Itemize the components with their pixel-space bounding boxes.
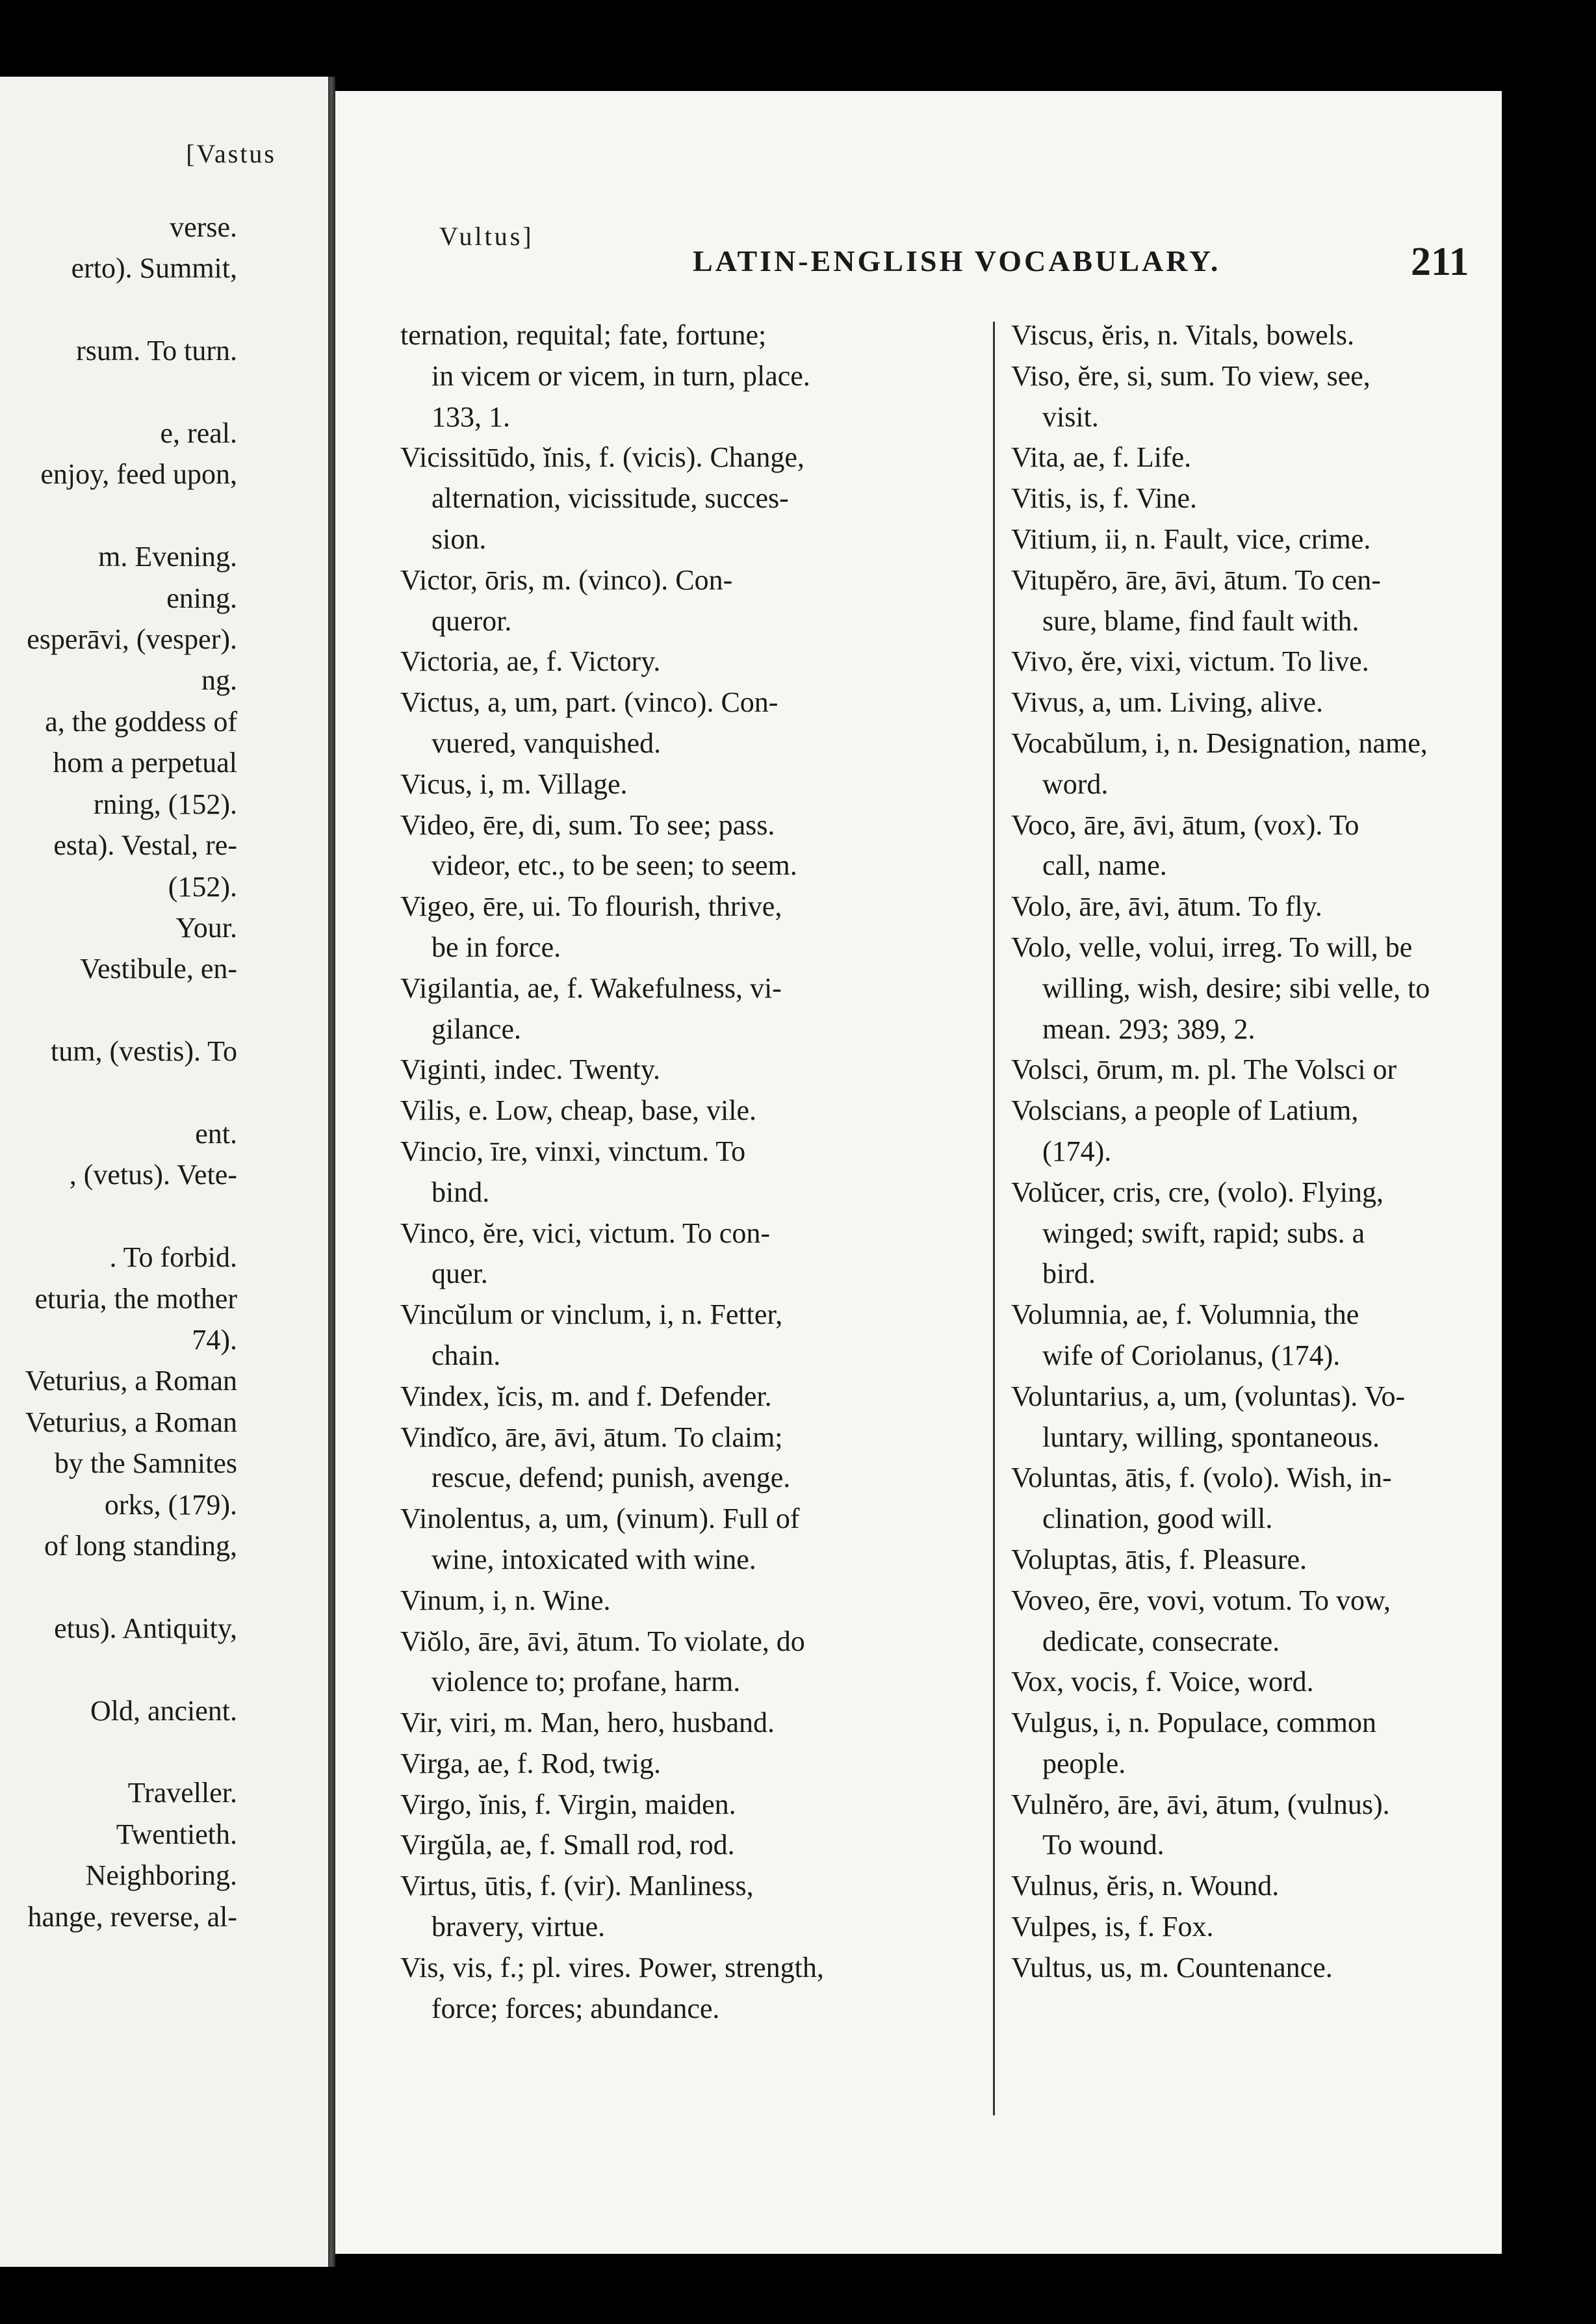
vocabulary-line: Vox, vocis, f. Voice, word. [1011, 1666, 1314, 1698]
vocabulary-column-middle [400, 315, 1076, 2029]
vocabulary-line: Victus, a, um, part. (vinco). Con- [400, 686, 779, 719]
left-page-line [0, 1072, 325, 1113]
vocabulary-line: force; forces; abundance. [431, 1992, 720, 2024]
vocabulary-line: Victoria, ae, f. Victory. [400, 645, 661, 678]
vocabulary-line: Vivo, ĕre, vixi, victum. To live. [1011, 645, 1369, 678]
vocabulary-line: be in force. [431, 931, 561, 963]
vocabulary-line: ternation, requital; fate, fortune; [400, 319, 767, 351]
vocabulary-line: violence to; profane, harm. [431, 1666, 741, 1698]
vocabulary-line: sure, blame, find fault with. [1042, 604, 1359, 637]
left-page-line: ent. [195, 1117, 237, 1150]
left-page-line: hange, reverse, al- [27, 1900, 237, 1933]
left-page-line: , (vetus). Vete- [69, 1159, 237, 1191]
vocabulary-line: Victor, ōris, m. (vinco). Con- [400, 563, 733, 596]
left-page-line: ng. [201, 664, 237, 697]
vocabulary-line: Vicissitūdo, ĭnis, f. (vicis). Change, [400, 441, 804, 474]
vocabulary-line: Viscus, ĕris, n. Vitals, bowels. [1011, 319, 1354, 351]
vocabulary-line: dedicate, consecrate. [1042, 1625, 1280, 1657]
vocabulary-line: Virgŭla, ae, f. Small rod, rod. [400, 1829, 735, 1861]
vocabulary-line: (174). [1042, 1135, 1112, 1167]
vocabulary-line: wife of Coriolanus, (174). [1042, 1339, 1341, 1371]
vocabulary-line: Voluptas, ātis, f. Pleasure. [1011, 1543, 1307, 1575]
column-divider [993, 322, 995, 2115]
vocabulary-line: Vitis, is, f. Vine. [1011, 482, 1198, 515]
vocabulary-line: Virgo, ĭnis, f. Virgin, maiden. [400, 1788, 736, 1820]
left-page-line: esta). Vestal, re- [53, 829, 237, 862]
vocabulary-line: call, name. [1042, 849, 1167, 882]
vocabulary-line: Viginti, indec. Twenty. [400, 1053, 660, 1086]
vocabulary-line: gilance. [431, 1013, 522, 1045]
vocabulary-line: rescue, defend; punish, avenge. [431, 1462, 791, 1494]
vocabulary-line: Virga, ae, f. Rod, twig. [400, 1747, 662, 1779]
vocabulary-line: people. [1042, 1747, 1126, 1779]
vocabulary-line: videor, etc., to be seen; to seem. [431, 849, 797, 882]
vocabulary-line: visit. [1042, 400, 1099, 433]
left-page-line: eturia, the mother [34, 1282, 237, 1315]
running-head-left: Vultus] [439, 222, 534, 251]
vocabulary-line: Vindex, ĭcis, m. and f. Defender. [400, 1380, 772, 1412]
vocabulary-line: Volscians, a people of Latium, [1011, 1094, 1359, 1127]
page-number: 211 [1411, 240, 1469, 284]
vocabulary-line: Viŏlo, āre, āvi, ātum. To violate, do [400, 1625, 805, 1657]
left-page-line: of long standing, [44, 1530, 237, 1562]
vocabulary-line: Vinco, ĕre, vici, victum. To con- [400, 1217, 770, 1249]
vocabulary-line: clination, good will. [1042, 1503, 1273, 1535]
vocabulary-line: quer. [431, 1258, 488, 1290]
vocabulary-line: Vulgus, i, n. Populace, common [1011, 1707, 1376, 1739]
vocabulary-line: Voveo, ēre, vovi, votum. To vow, [1011, 1584, 1391, 1616]
vocabulary-line: queror. [431, 604, 512, 637]
vocabulary-line: Video, ēre, di, sum. To see; pass. [400, 808, 775, 841]
vocabulary-line: 133, 1. [431, 400, 510, 433]
left-page-line: Veturius, a Roman [25, 1365, 237, 1397]
vocabulary-line: vuered, vanquished. [431, 727, 662, 759]
vocabulary-line: Volsci, ōrum, m. pl. The Volsci or [1011, 1053, 1397, 1086]
left-page-line [0, 289, 325, 330]
left-page-line: enjoy, feed upon, [40, 458, 237, 491]
vocabulary-line: Viso, ĕre, si, sum. To view, see, [1011, 359, 1371, 392]
vocabulary-line: Vincio, īre, vinxi, vinctum. To [400, 1135, 746, 1167]
book-spine [328, 77, 335, 2267]
vocabulary-line: Vitupĕro, āre, āvi, ātum. To cen- [1011, 563, 1381, 596]
left-page-line: Your. [175, 911, 237, 944]
right-page [335, 91, 1502, 2254]
left-page-line: erto). Summit, [71, 252, 237, 285]
left-page-line [0, 372, 325, 413]
left-page-line: a, the goddess of [45, 705, 237, 738]
left-page-line: orks, (179). [104, 1488, 237, 1521]
left-page-line: rning, (152). [93, 788, 237, 820]
vocabulary-line: sion. [431, 523, 487, 555]
left-page-line [0, 1196, 325, 1237]
left-running-head: [Vastus [186, 139, 276, 168]
vocabulary-line: Voluntarius, a, um, (voluntas). Vo- [1011, 1380, 1406, 1412]
left-page-line: hom a perpetual [53, 747, 237, 779]
left-page-line: (152). [168, 870, 237, 903]
vocabulary-line: wine, intoxicated with wine. [431, 1543, 756, 1575]
vocabulary-line: Vita, ae, f. Life. [1011, 441, 1192, 474]
left-page-line: m. Evening. [98, 541, 237, 573]
vocabulary-line: Voluntas, ātis, f. (volo). Wish, in- [1011, 1462, 1392, 1494]
left-page-line: Twentieth. [116, 1818, 237, 1850]
left-page [0, 77, 328, 2267]
left-page-line: . To forbid. [109, 1241, 237, 1274]
left-page-line: Vestibule, en- [80, 953, 237, 985]
vocabulary-line: Volo, āre, āvi, ātum. To fly. [1011, 890, 1322, 923]
vocabulary-line: word. [1042, 768, 1109, 800]
vocabulary-line: winged; swift, rapid; subs. a [1042, 1217, 1365, 1249]
left-page-line: Neighboring. [85, 1859, 237, 1892]
vocabulary-line: bird. [1042, 1258, 1096, 1290]
vocabulary-line: Vultus, us, m. Countenance. [1011, 1951, 1333, 1983]
vocabulary-column-right [1011, 315, 1492, 1989]
vocabulary-line: bind. [431, 1176, 490, 1208]
vocabulary-line: Vitium, ii, n. Fault, vice, crime. [1011, 523, 1371, 555]
left-page-line: Old, ancient. [90, 1694, 237, 1727]
left-page-line [0, 1731, 325, 1772]
vocabulary-line: Volŭcer, cris, cre, (volo). Flying, [1011, 1176, 1384, 1208]
vocabulary-line: Vincŭlum or vinclum, i, n. Fetter, [400, 1298, 783, 1331]
vocabulary-line: Volo, velle, volui, irreg. To will, be [1011, 931, 1413, 963]
vocabulary-line: Vir, viri, m. Man, hero, husband. [400, 1707, 775, 1739]
vocabulary-line: Vicus, i, m. Village. [400, 768, 628, 800]
vocabulary-line: Vivus, a, um. Living, alive. [1011, 686, 1324, 719]
left-page-line: tum, (vestis). To [51, 1035, 237, 1068]
vocabulary-line: Vocabŭlum, i, n. Designation, name, [1011, 727, 1428, 759]
vocabulary-line: Vulnus, ĕris, n. Wound. [1011, 1870, 1280, 1902]
left-page-line: by the Samnites [54, 1447, 237, 1480]
vocabulary-line: Virtus, ūtis, f. (vir). Manliness, [400, 1870, 754, 1902]
vocabulary-line: Vinolentus, a, um, (vinum). Full of [400, 1503, 800, 1535]
left-page-line: e, real. [160, 417, 237, 450]
left-page-line: rsum. To turn. [76, 335, 237, 367]
left-page-line: esperāvi, (vesper). [27, 623, 237, 656]
left-page-line: 74). [192, 1323, 237, 1356]
left-page-lines [0, 207, 325, 1937]
vocabulary-line: alternation, vicissitude, succes- [431, 482, 789, 515]
vocabulary-line: Vindĭco, āre, āvi, ātum. To claim; [400, 1421, 783, 1453]
vocabulary-line: Vulnĕro, āre, āvi, ātum, (vulnus). [1011, 1788, 1390, 1820]
left-page-line [0, 495, 325, 536]
left-page-line: etus). Antiquity, [54, 1612, 237, 1644]
vocabulary-line: luntary, willing, spontaneous. [1042, 1421, 1380, 1453]
vocabulary-line: Vigilantia, ae, f. Wakefulness, vi- [400, 972, 782, 1004]
left-page-line [0, 990, 325, 1031]
left-page-line [0, 1649, 325, 1690]
vocabulary-line: willing, wish, desire; sibi velle, to [1042, 972, 1430, 1004]
left-page-line: Veturius, a Roman [25, 1406, 237, 1438]
vocabulary-line: bravery, virtue. [431, 1911, 606, 1943]
vocabulary-line: Volumnia, ae, f. Volumnia, the [1011, 1298, 1359, 1331]
left-page-line: verse. [170, 211, 237, 243]
vocabulary-line: Vis, vis, f.; pl. vires. Power, strength, [400, 1951, 824, 1983]
running-head-title: LATIN-ENGLISH VOCABULARY. [693, 244, 1221, 278]
left-page-line: Traveller. [127, 1777, 237, 1809]
left-page-line [0, 1566, 325, 1607]
vocabulary-line: Voco, āre, āvi, ātum, (vox). To [1011, 808, 1359, 841]
vocabulary-line: in vicem or vicem, in turn, place. [431, 359, 810, 392]
vocabulary-line: Vigeo, ēre, ui. To flourish, thrive, [400, 890, 782, 923]
vocabulary-line: Vulpes, is, f. Fox. [1011, 1911, 1214, 1943]
vocabulary-line: To wound. [1042, 1829, 1165, 1861]
vocabulary-line: chain. [431, 1339, 501, 1371]
vocabulary-line: Vilis, e. Low, cheap, base, vile. [400, 1094, 757, 1127]
vocabulary-line: mean. 293; 389, 2. [1042, 1013, 1255, 1045]
left-page-line: ening. [166, 582, 237, 614]
vocabulary-line: Vinum, i, n. Wine. [400, 1584, 611, 1616]
